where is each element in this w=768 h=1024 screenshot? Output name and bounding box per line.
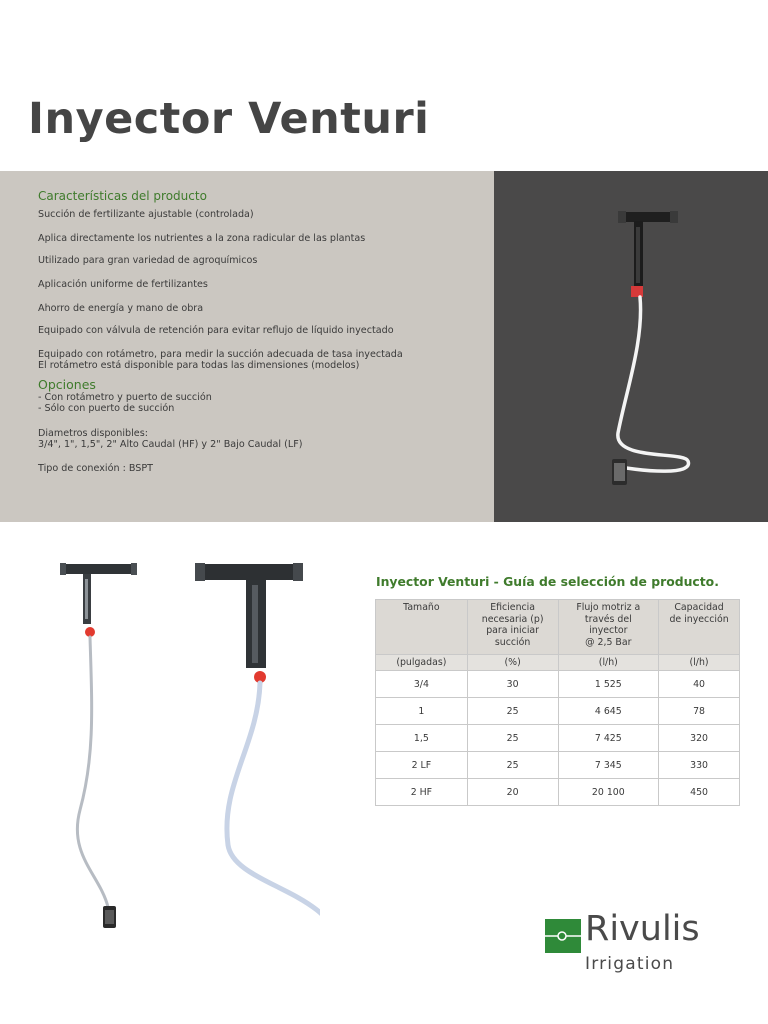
header-line: de inyección <box>669 613 729 625</box>
table-cell: 25 <box>467 725 558 752</box>
logo-mark-icon <box>545 919 581 953</box>
table-cell: 78 <box>659 698 740 725</box>
feature-item: El rotámetro está disponible para todas las dimensiones (modelos) <box>38 360 360 371</box>
injector-large-image <box>190 555 320 970</box>
feature-item: Aplica directamente los nutrientes a la zona radicular de las plantas <box>38 233 366 244</box>
header-line: través del <box>584 613 632 625</box>
options-heading: Opciones <box>38 377 96 392</box>
table-row <box>376 752 740 779</box>
table-title: Inyector Venturi - Guía de selección de producto. <box>376 574 719 589</box>
table-cell: 1,5 <box>376 725 468 752</box>
connection-type: Tipo de conexión : BSPT <box>38 463 154 474</box>
feature-item: Equipado con rotámetro, para medir la succión adecuada de tasa inyectada <box>38 349 403 360</box>
diameters-value: 3/4", 1", 1,5", 2" Alto Caudal (HF) y 2" Bajo Caudal (LF) <box>38 439 303 450</box>
header-efficiency <box>467 600 558 655</box>
header-line: inyector <box>589 625 628 636</box>
page-title: Inyector Venturi <box>28 94 430 144</box>
product-photo-panel <box>494 171 768 522</box>
header-line: succión <box>494 636 531 648</box>
header-line: Eficiencia <box>490 602 536 613</box>
table-cell: 30 <box>467 671 558 698</box>
header-line: @ 2,5 Bar <box>585 636 632 648</box>
table-row <box>376 725 740 752</box>
table-cell: 25 <box>467 752 558 779</box>
table-cell: 20 100 <box>558 779 659 806</box>
header-line: Tamaño <box>403 602 440 613</box>
table-cell: 2 HF <box>376 779 468 806</box>
diameters-label: Diametros disponibles: <box>38 428 148 439</box>
table-cell: 7 345 <box>558 752 659 779</box>
header-line: Capacidad <box>674 602 724 613</box>
table-cell: 3/4 <box>376 671 468 698</box>
header-line: necesaria (p) <box>481 613 544 625</box>
table-header-row <box>376 600 740 655</box>
table-row <box>376 698 740 725</box>
header-line: Flujo motriz a <box>576 602 641 613</box>
table-row <box>376 671 740 698</box>
features-heading: Características del producto <box>38 189 207 203</box>
table-cell: 20 <box>467 779 558 806</box>
table-cell: 1 <box>376 698 468 725</box>
rivulis-logo-icon <box>545 919 581 953</box>
table-cell: 450 <box>659 779 740 806</box>
option-item: - Sólo con puerto de succión <box>38 403 175 414</box>
table-cell: 1 525 <box>558 671 659 698</box>
header-size <box>376 600 468 655</box>
unit-cell: (pulgadas) <box>376 655 468 671</box>
header-flow <box>558 600 659 655</box>
feature-item: Equipado con válvula de retención para evitar reflujo de líquido inyectado <box>38 325 394 336</box>
table-cell: 25 <box>467 698 558 725</box>
table-cell: 2 LF <box>376 752 468 779</box>
header-line: para iniciar <box>486 625 540 636</box>
unit-cell: (l/h) <box>659 655 740 671</box>
table-cell: 4 645 <box>558 698 659 725</box>
table-cell: 40 <box>659 671 740 698</box>
feature-item: Utilizado para gran variedad de agroquímicos <box>38 255 258 266</box>
unit-cell: (%) <box>467 655 558 671</box>
features-panel <box>0 171 494 522</box>
option-item: - Con rotámetro y puerto de succión <box>38 392 212 403</box>
feature-item: Succión de fertilizante ajustable (controlada) <box>38 209 254 220</box>
table-row <box>376 779 740 806</box>
unit-cell: (l/h) <box>558 655 659 671</box>
selection-guide-table <box>375 599 740 806</box>
table-units-row <box>376 655 740 671</box>
table-cell: 320 <box>659 725 740 752</box>
table-cell: 7 425 <box>558 725 659 752</box>
header-capacity <box>659 600 740 655</box>
injector-photo-image <box>494 171 768 522</box>
feature-item: Ahorro de energía y mano de obra <box>38 303 204 314</box>
table-cell: 330 <box>659 752 740 779</box>
injector-small-image <box>40 555 160 940</box>
logo-subtitle: Irrigation <box>585 954 675 974</box>
logo-name: Rivulis <box>585 909 700 949</box>
feature-item: Aplicación uniforme de fertilizantes <box>38 279 208 290</box>
